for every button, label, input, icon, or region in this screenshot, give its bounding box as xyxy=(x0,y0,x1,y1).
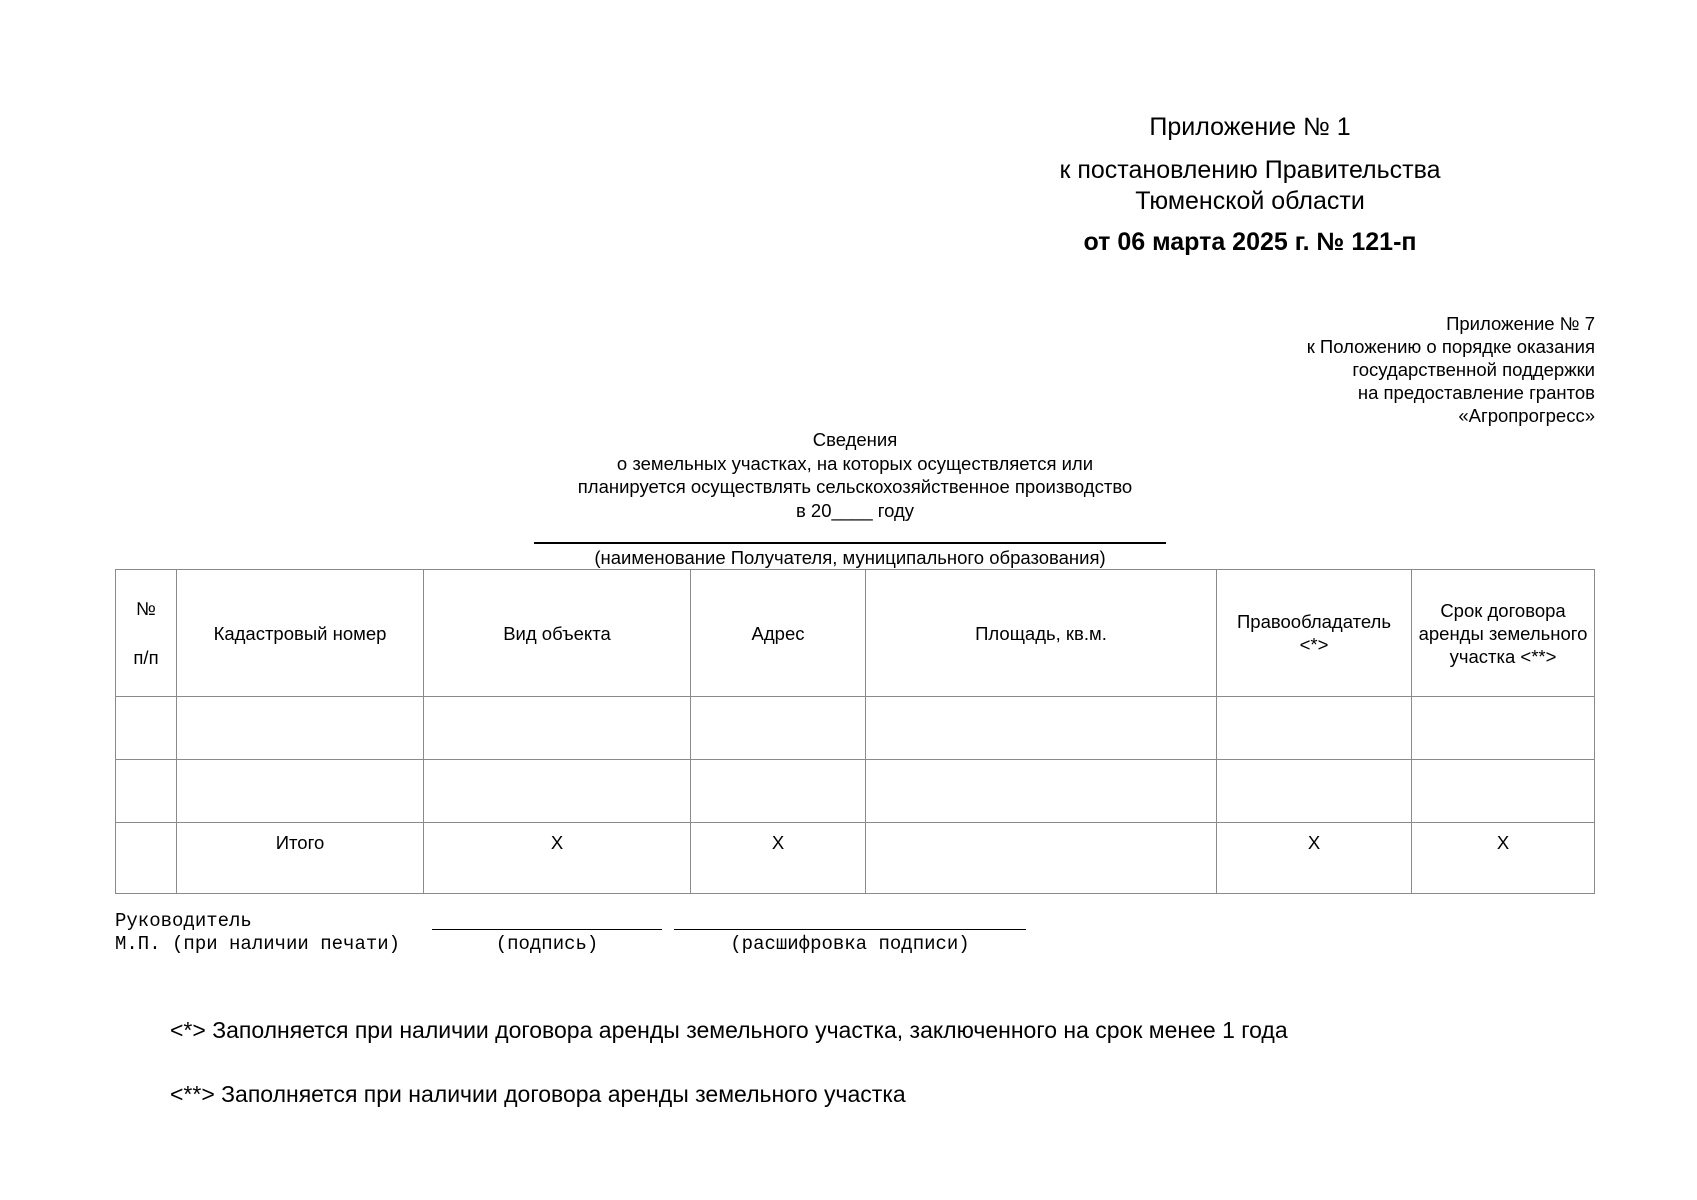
signature-line xyxy=(432,929,662,930)
table-row xyxy=(116,697,1595,760)
appendix7-block xyxy=(1095,312,1595,427)
header-number xyxy=(116,570,177,697)
table-cell xyxy=(1217,760,1412,823)
table-cell xyxy=(691,760,866,823)
total-owner: X xyxy=(1217,823,1412,894)
head-label: Руководитель xyxy=(115,910,252,932)
header-address: Адрес xyxy=(691,570,866,697)
table-cell xyxy=(691,697,866,760)
table-header-row xyxy=(116,570,1595,697)
footnote-2: <**> Заполняется при наличии договора аренды земельного участка xyxy=(170,1081,906,1107)
header-owner: Правообладатель <*> xyxy=(1217,570,1412,697)
appendix7-line2: к Положению о порядке оказания xyxy=(1306,336,1595,357)
header-cadastral: Кадастровый номер xyxy=(177,570,424,697)
recipient-caption: (наименование Получателя, муниципального образования) xyxy=(594,547,1106,568)
table-cell xyxy=(424,697,691,760)
decree-reference-line2: Тюменской области xyxy=(1135,187,1365,215)
signature-decode-line xyxy=(674,929,1026,930)
seal-label: М.П. (при наличии печати) xyxy=(115,933,401,955)
header-object-type: Вид объекта xyxy=(424,570,691,697)
appendix7-line5: «Агропрогресс» xyxy=(1458,405,1595,426)
appendix-header xyxy=(1030,112,1470,258)
total-lease-term: X xyxy=(1412,823,1595,894)
header-number-abbr: п/п xyxy=(133,647,159,668)
document-title-line3: планируется осуществлять сельскохозяйственное производство xyxy=(577,476,1133,497)
appendix7-line3: государственной поддержки xyxy=(1352,359,1595,380)
signature-caption: (подпись) xyxy=(495,933,599,955)
total-label: Итого xyxy=(177,823,424,894)
table-cell xyxy=(424,760,691,823)
appendix7-title: Приложение № 7 xyxy=(1446,313,1595,334)
document-title xyxy=(540,428,1170,522)
appendix7-line4: на предоставление грантов xyxy=(1357,382,1595,403)
table-cell xyxy=(116,760,177,823)
table-cell xyxy=(116,823,177,894)
decree-reference-line1: к постановлению Правительства xyxy=(1059,156,1441,184)
document-title-line4: в 20____ году xyxy=(795,499,915,521)
land-plots-table xyxy=(115,569,1595,894)
footnote-1: <*> Заполняется при наличии договора аренды земельного участка, заключенного на срок менее 1 года xyxy=(170,1017,1288,1043)
table-cell xyxy=(177,697,424,760)
total-object-type: X xyxy=(424,823,691,894)
document-title-line2: о земельных участках, на которых осуществляется или xyxy=(616,452,1094,474)
table-cell xyxy=(866,760,1217,823)
appendix-title: Приложение № 1 xyxy=(1149,113,1351,141)
table-cell xyxy=(177,760,424,823)
table-cell xyxy=(1217,697,1412,760)
table-cell xyxy=(866,697,1217,760)
table-cell xyxy=(116,697,177,760)
header-area: Площадь, кв.м. xyxy=(866,570,1217,697)
recipient-name-line xyxy=(534,542,1166,544)
header-number-sign: № xyxy=(136,598,156,619)
header-lease-term: Срок договора аренды земельного участка <**> xyxy=(1412,570,1595,697)
signature-decode-caption: (расшифровка подписи) xyxy=(730,933,970,955)
table-cell xyxy=(1412,760,1595,823)
table-cell xyxy=(1412,697,1595,760)
decree-date: от 06 марта 2025 г. № 121-п xyxy=(1083,228,1417,256)
total-area xyxy=(866,823,1217,894)
table-total-row xyxy=(116,823,1595,894)
table-row xyxy=(116,760,1595,823)
total-address: X xyxy=(691,823,866,894)
document-title-line1: Сведения xyxy=(812,429,898,450)
